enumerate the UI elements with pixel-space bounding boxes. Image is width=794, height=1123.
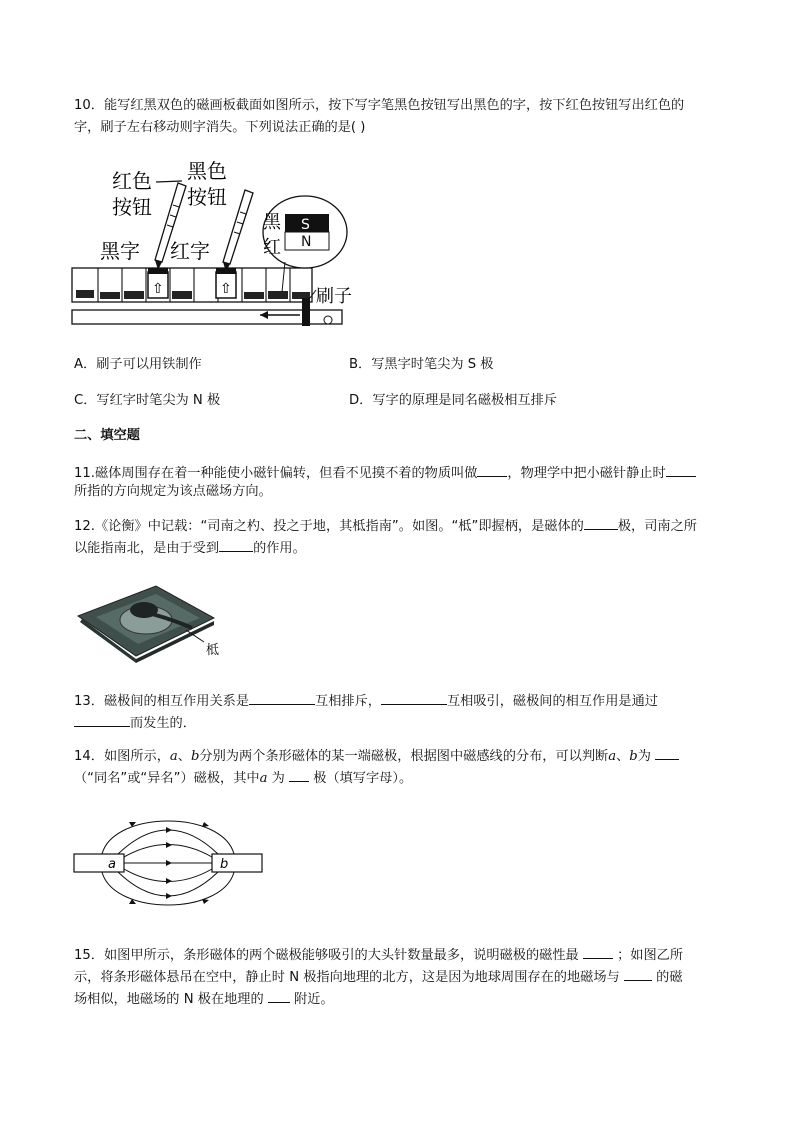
q12-text-2: 极，司南之所 — [617, 519, 697, 534]
red-char-label: 红字 — [170, 239, 210, 263]
q14-text-5: 为 — [271, 771, 285, 786]
q13-text-2: 互相排斥， — [315, 694, 381, 709]
q11-line1 — [74, 463, 696, 483]
q10-option-c: C．写红字时笔尖为 N 极 — [74, 393, 221, 408]
zoom-red-label: 红 — [263, 237, 281, 258]
pole-s-label: S — [301, 217, 310, 233]
q14-text-3: 为 — [637, 749, 651, 764]
q12-sinan-figure — [74, 572, 234, 664]
q15-text-6: 附近。 — [294, 992, 334, 1007]
pole-b-label: b — [220, 857, 229, 872]
brush-label: 刷子 — [316, 286, 352, 307]
answer-blank[interactable] — [289, 768, 309, 782]
q13-line2 — [74, 713, 196, 733]
pole-n-label: N — [301, 234, 312, 250]
section-title: 二、填空题 — [74, 428, 140, 443]
q15-text-5: 场相似，地磁场的 N 极在地理的 — [74, 992, 264, 1007]
q10-option-d: D．写字的原理是同名磁极相互排斥 — [349, 393, 557, 408]
q13-line1 — [74, 691, 658, 711]
q14-var-a: a — [608, 749, 617, 764]
q14-text-2: 分别为两个条形磁体的某一端磁极，根据图中磁感线的分布，可以判断 — [199, 749, 609, 764]
answer-blank[interactable] — [584, 516, 618, 530]
q14-field-lines-figure — [72, 810, 266, 914]
q13-text-1: 13．磁极间的相互作用关系是 — [74, 694, 250, 709]
q15-line2 — [74, 967, 683, 987]
q10-option-a: A．刷子可以用铁制作 — [74, 357, 202, 372]
q14-text-1: 14．如图所示， — [74, 749, 170, 764]
pole-a-label: a — [108, 857, 116, 872]
red-button-label-2: 按钮 — [112, 195, 152, 219]
q15-text-1: 15．如图甲所示，条形磁体的两个磁极能够吸引的大头针数量最多，说明磁极的磁性最 — [74, 948, 579, 963]
q13-text-4: 而发生的． — [130, 716, 196, 731]
q12-text-4: 的作用。 — [253, 541, 306, 556]
q15-text-3: 示，将条形磁体悬吊在空中，静止时 N 极指向地理的北方，这是因为地球周围存在的地磁场与 — [74, 970, 620, 985]
q10-stem-line2: 字，刷子左右移动则字消失。下列说法正确的是( ) — [74, 120, 366, 135]
q14-text-6: 极（填写字母）。 — [313, 771, 413, 786]
q10-magnetic-board-figure — [70, 150, 360, 335]
answer-blank[interactable] — [381, 691, 447, 705]
q10-stem-line1: 10．能写红黑双色的磁画板截面如图所示，按下写字笔黑色按钮写出黑色的字，按下红色按钮写出红色的 — [74, 98, 685, 113]
red-button-label-1: 红色 — [112, 169, 152, 193]
q14-sep-1: 、 — [177, 749, 191, 764]
q15-text-2: ；如图乙所 — [617, 948, 684, 963]
arrow-up-icon: ⇧ — [152, 281, 164, 297]
q11-text-1: 11.磁体周围存在着一种能使小磁针偏转，但看不见摸不着的物质叫做 — [74, 466, 478, 481]
black-button-label-2: 按钮 — [187, 185, 227, 209]
answer-blank[interactable] — [655, 746, 679, 760]
answer-blank[interactable] — [477, 463, 507, 477]
answer-blank[interactable] — [583, 945, 613, 959]
q14-sep-2: 、 — [616, 749, 630, 764]
black-button-label-1: 黑色 — [187, 159, 227, 183]
q12-text-1: 12.《论衡》中记载：“司南之杓、投之于地，其柢指南”。如图。“柢”即握柄，是磁体的 — [74, 519, 584, 534]
q10-option-b: B．写黑字时笔尖为 S 极 — [349, 357, 494, 372]
answer-blank[interactable] — [249, 691, 315, 705]
answer-blank[interactable] — [666, 463, 696, 477]
answer-blank[interactable] — [219, 538, 253, 552]
q14-var-b: b — [190, 749, 200, 764]
q14-line1 — [74, 746, 679, 766]
q14-text-4: （“同名”或“异名”）磁极，其中 — [74, 771, 260, 786]
zoom-black-label: 黑 — [263, 212, 281, 233]
arrow-up-icon: ⇧ — [220, 281, 232, 297]
q11-text-2: ，物理学中把小磁针静止时 — [507, 466, 666, 481]
q14-var-a: a — [259, 771, 268, 786]
q12-line1 — [74, 516, 697, 536]
answer-blank[interactable] — [268, 989, 290, 1003]
q13-text-3: 互相吸引，磁极间的相互作用是通过 — [446, 694, 658, 709]
q12-text-3: 以能指南北，是由于受到 — [74, 541, 220, 556]
answer-blank[interactable] — [624, 967, 652, 981]
q11-line2: 所指的方向规定为该点磁场方向。 — [74, 484, 272, 499]
pen-right — [223, 190, 253, 272]
answer-blank[interactable] — [74, 713, 130, 727]
q12-line2 — [74, 538, 306, 558]
handle-label: 柢 — [206, 643, 220, 658]
q14-var-a: a — [169, 749, 178, 764]
q14-var-b: b — [629, 749, 638, 764]
q15-text-4: 的磁 — [656, 970, 683, 985]
q15-line3 — [74, 989, 334, 1009]
black-char-label: 黑字 — [100, 239, 140, 263]
q15-line1 — [74, 945, 683, 965]
q14-line2 — [74, 768, 412, 788]
